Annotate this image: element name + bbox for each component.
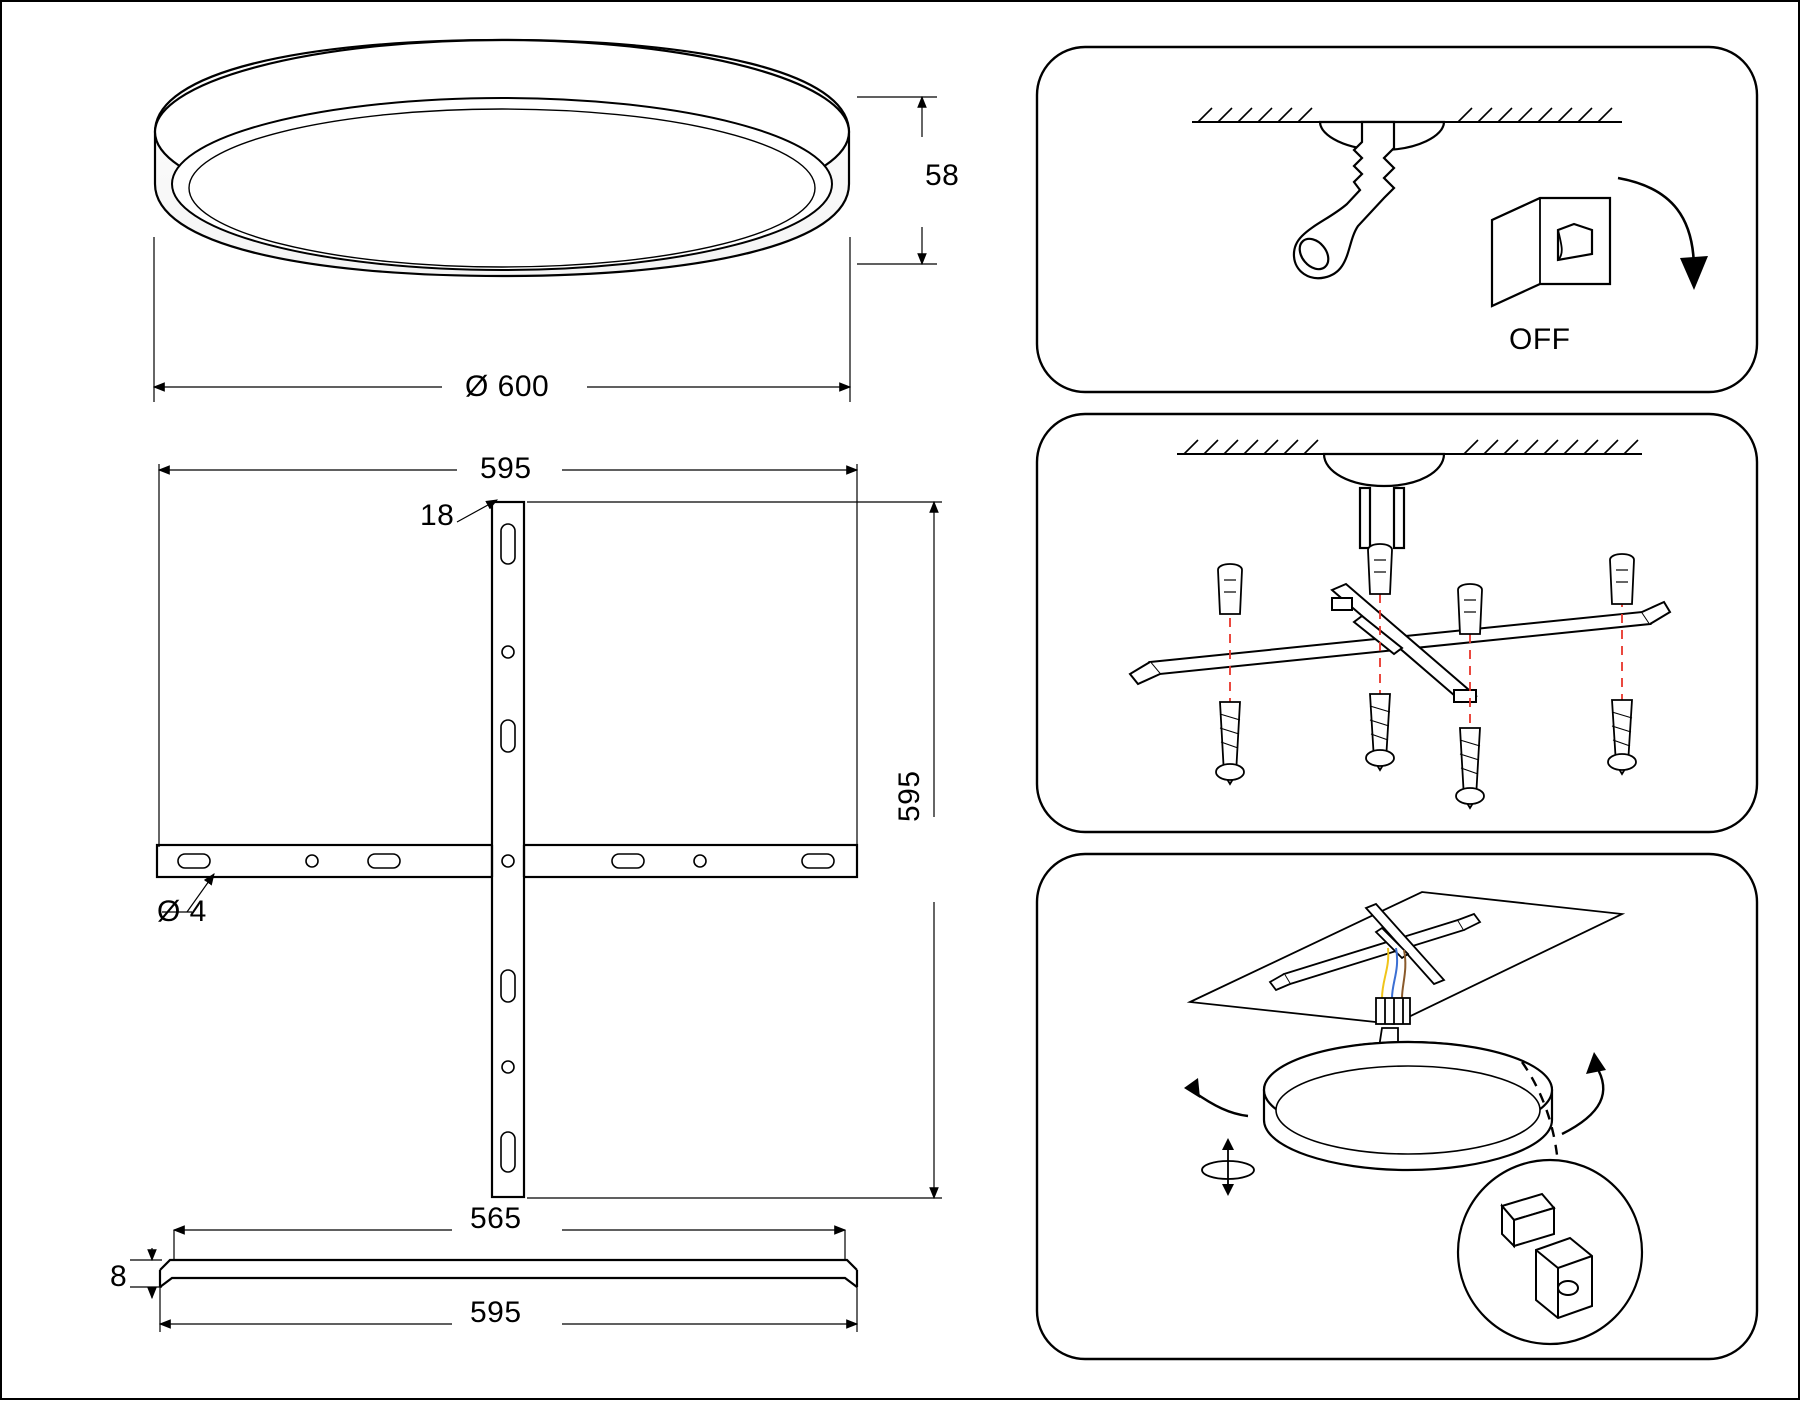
lamp-perspective-view (155, 40, 849, 276)
dimension-8 (130, 1248, 162, 1298)
dim-profile-8: 8 (110, 1260, 128, 1293)
dim-width-595-top: 595 (480, 452, 532, 485)
round-lamp-icon (1264, 1042, 1552, 1170)
bracket-side-profile (160, 1260, 857, 1287)
label-off: OFF (1509, 323, 1571, 356)
dim-center-18: 18 (420, 499, 455, 532)
drawing-canvas (2, 2, 1800, 1402)
dim-hole-diameter: Ø 4 (157, 895, 207, 928)
dim-height-58: 58 (925, 159, 960, 192)
dim-diameter-600: Ø 600 (465, 370, 550, 403)
dim-outer-595: 595 (470, 1296, 522, 1329)
step-panel-power-off (1037, 47, 1757, 392)
dim-inner-565: 565 (470, 1202, 522, 1235)
step-panel-mount-bracket (1037, 414, 1757, 832)
bracket-plan-view (157, 502, 857, 1197)
dim-height-595-right: 595 (893, 770, 926, 822)
step-panel-attach-fixture (1037, 854, 1757, 1359)
